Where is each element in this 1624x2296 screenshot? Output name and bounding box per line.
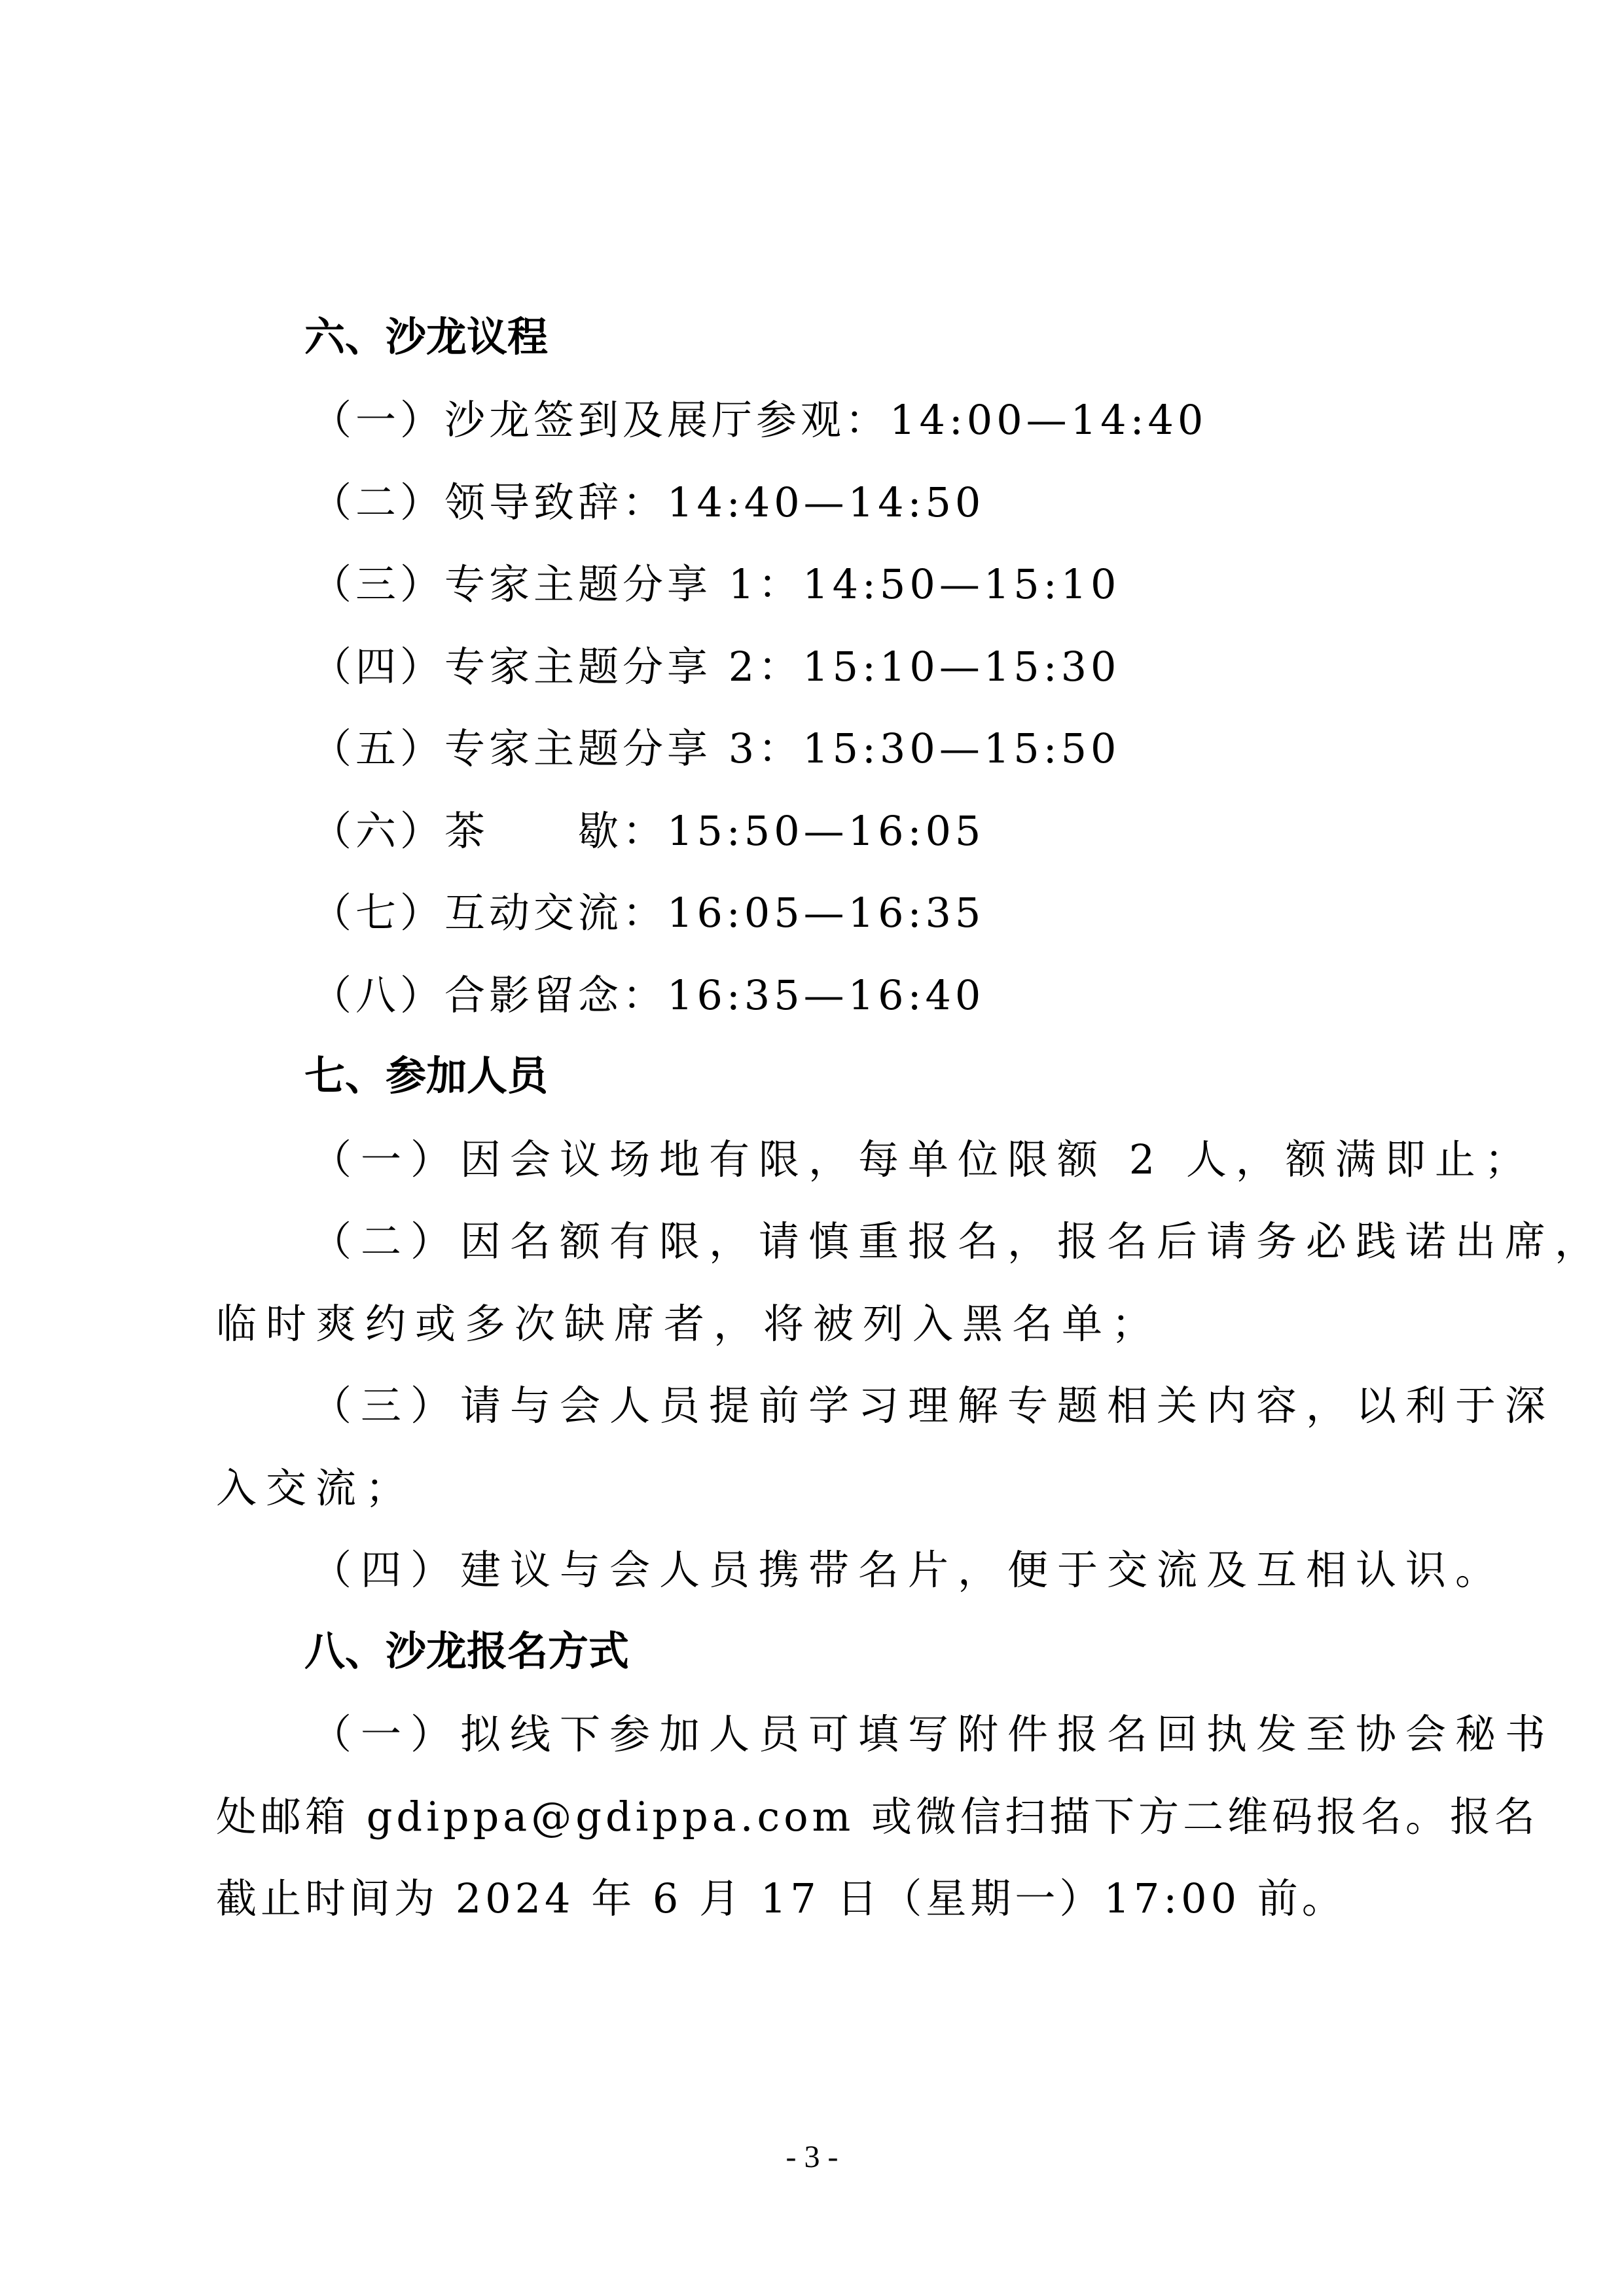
section-heading-agenda: 六、沙龙议程: [304, 313, 549, 361]
registration-item-1-line-1: （一）拟线下参加人员可填写附件报名回执发至协会秘书: [311, 1710, 1555, 1758]
agenda-item-2: （二）领导致辞：14:40—14:50: [311, 478, 985, 526]
registration-item-1-line-2: 处邮箱 gdippa@gdippa.com 或微信扫描下方二维码报名。报名: [216, 1793, 1540, 1840]
agenda-item-5: （五）专家主题分享 3：15:30—15:50: [311, 725, 1121, 772]
section-heading-registration: 八、沙龙报名方式: [304, 1627, 630, 1675]
participants-item-2-line-1: （二）因名额有限，请慎重报名，报名后请务必践诺出席，: [311, 1217, 1605, 1265]
section-heading-participants: 七、参加人员: [304, 1052, 549, 1100]
participants-item-3-line-2: 入交流；: [216, 1464, 416, 1512]
participants-item-2-line-2: 临时爽约或多次缺席者，将被列入黑名单；: [216, 1300, 1162, 1348]
agenda-item-1: （一）沙龙签到及展厅参观：14:00—14:40: [311, 396, 1208, 444]
agenda-item-4: （四）专家主题分享 2：15:10—15:30: [311, 643, 1121, 691]
agenda-item-7: （七）互动交流：16:05—16:35: [311, 889, 985, 937]
registration-item-1-line-3: 截止时间为 2024 年 6 月 17 日（星期一）17:00 前。: [216, 1874, 1346, 1922]
page-number: - 3 -: [785, 2140, 839, 2174]
participants-item-3-line-1: （三）请与会人员提前学习理解专题相关内容，以利于深: [311, 1382, 1555, 1429]
participants-item-1: （一）因会议场地有限，每单位限额 2 人，额满即止；: [311, 1136, 1534, 1183]
agenda-item-3: （三）专家主题分享 1：14:50—15:10: [311, 560, 1121, 608]
agenda-item-6: （六）茶 歇：15:50—16:05: [311, 807, 985, 855]
participants-item-4: （四）建议与会人员携带名片，便于交流及互相认识。: [311, 1546, 1506, 1594]
agenda-item-8: （八）合影留念：16:35—16:40: [311, 971, 985, 1019]
